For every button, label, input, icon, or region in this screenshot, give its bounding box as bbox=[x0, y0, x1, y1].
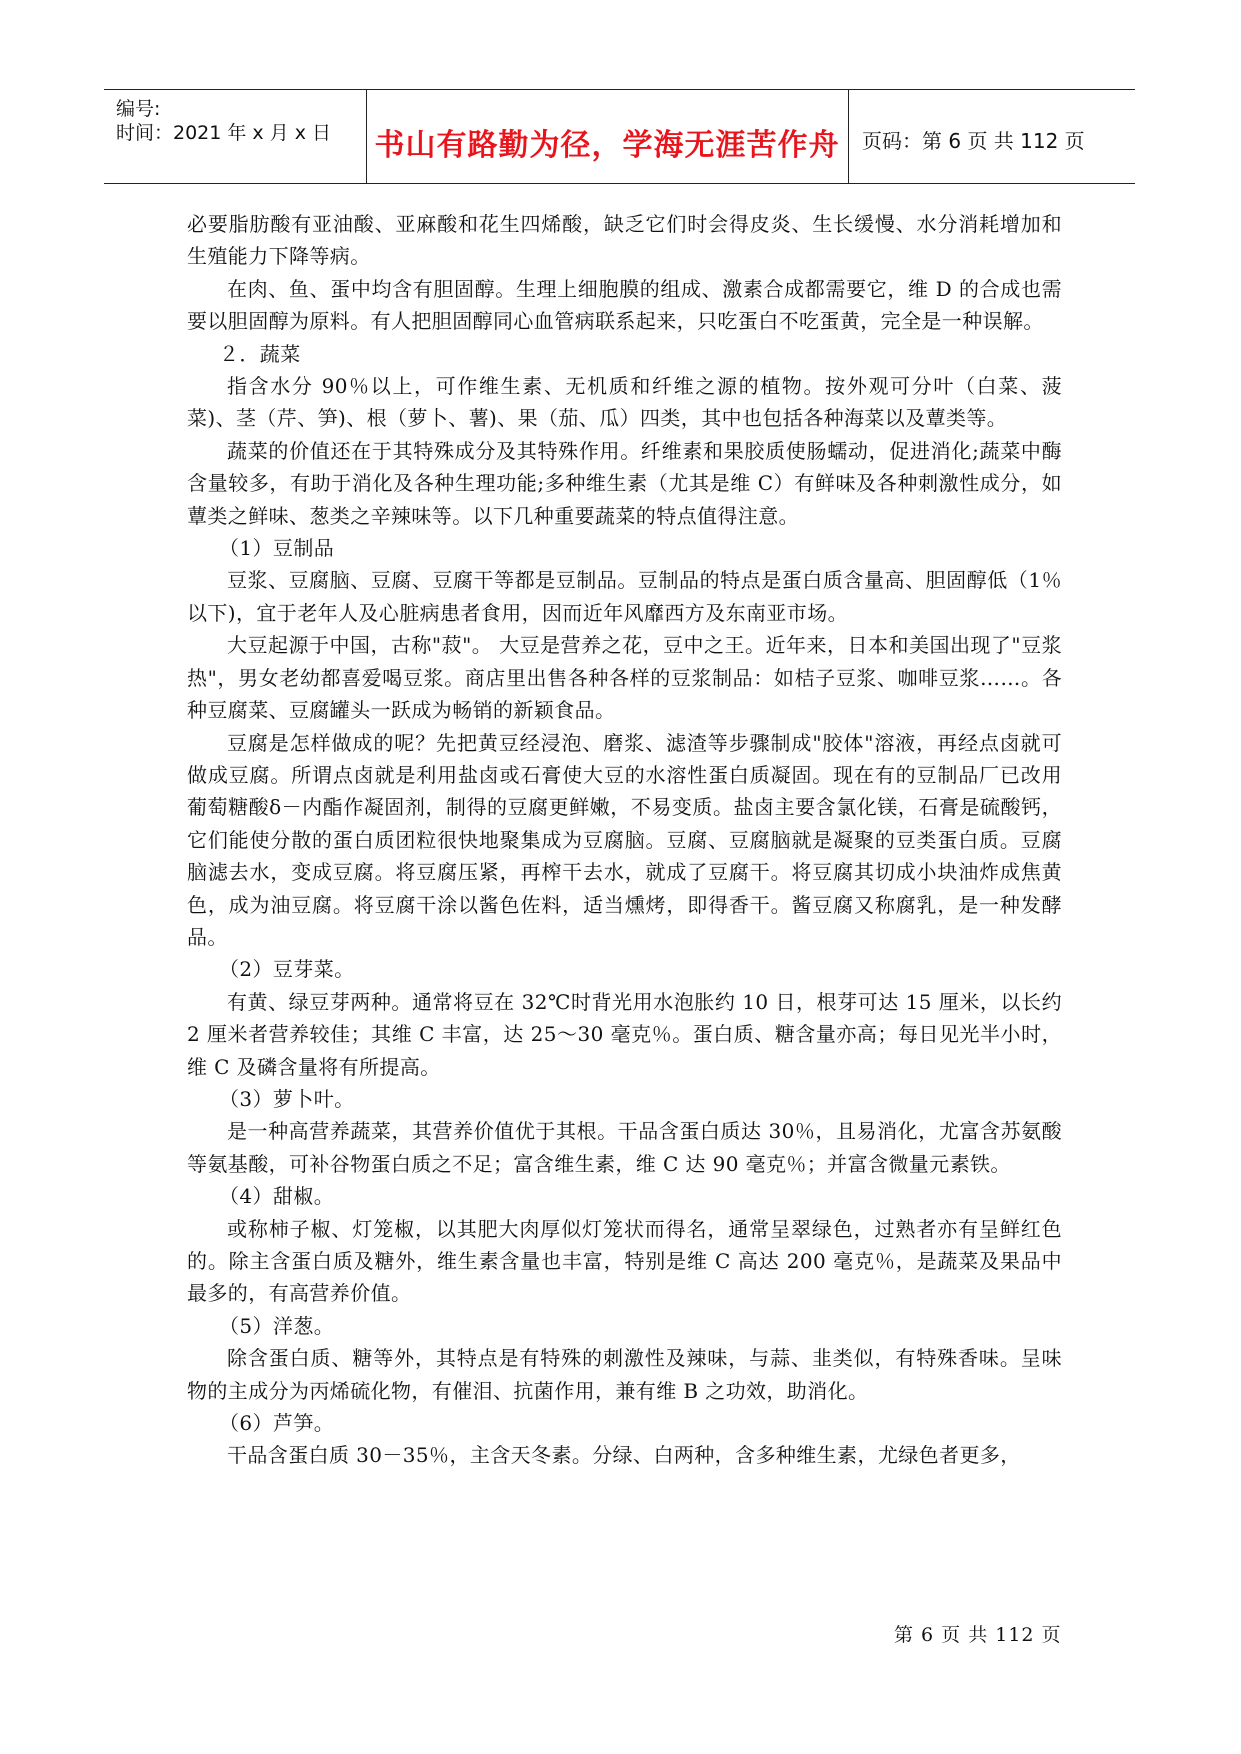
subheading-onion: （5）洋葱。 bbox=[219, 1313, 335, 1338]
header-info-cell bbox=[104, 90, 367, 183]
subheading-asparagus: （6）芦笋。 bbox=[219, 1411, 335, 1436]
paragraph-vegetable-definition: 指含水分 90％以上，可作维生素、无机质和纤维之源的植物。按外观可分叶（白菜、菠菜)、茎（芹、笋)、根（萝卜、薯)、果（茄、瓜）四类，其中也包括各种海菜以及蕈类等。 bbox=[187, 374, 1062, 431]
page-code-label: 页码：第 6 页 共 112 页 bbox=[862, 129, 1085, 153]
page-footer: 第 6 页 共 112 页 bbox=[894, 1624, 1062, 1646]
document-time-label: 时间：2021 年 x 月 x 日 bbox=[116, 122, 332, 144]
subheading-bean-sprouts: （2）豆芽菜。 bbox=[219, 957, 355, 982]
paragraph-asparagus: 干品含蛋白质 30－35％，主含天冬素。分绿、白两种，含多种维生素，尤绿色者更多， bbox=[227, 1443, 1021, 1468]
section-heading-vegetables: ２．蔬菜 bbox=[219, 341, 301, 366]
paragraph-soy-products: 豆浆、豆腐脑、豆腐、豆腐干等都是豆制品。豆制品的特点是蛋白质含量高、胆固醇低（1％以下)，宜于老年人及心脏病患者食用，因而近年风靡西方及东南亚市场。 bbox=[187, 568, 1062, 625]
paragraph-soybean-origin: 大豆起源于中国，古称"菽"。 大豆是营养之花，豆中之王。近年来，日本和美国出现了"豆浆热"，男女老幼都喜爱喝豆浆。商店里出售各种各样的豆浆制品：如桔子豆浆、咖啡豆浆……。各种豆腐菜、豆腐罐头一跃成为畅销的新颖食品。 bbox=[187, 633, 1062, 723]
paragraph-sweet-pepper: 或称柿子椒、灯笼椒，以其肥大肉厚似灯笼状而得名，通常呈翠绿色，过熟者亦有呈鲜红色的。除主含蛋白质及糖外，维生素含量也丰富，特别是维 C 高达 200 毫克％，是蔬菜及果品中最多的，有高营养价值。 bbox=[187, 1216, 1062, 1306]
paragraph-fatty-acids: 必要脂肪酸有亚油酸、亚麻酸和花生四烯酸，缺乏它们时会得皮炎、生长缓慢、水分消耗增加和生殖能力下降等病。 bbox=[187, 212, 1062, 269]
header-motto-cell bbox=[366, 90, 849, 183]
subheading-soy-products: （1）豆制品 bbox=[219, 536, 335, 561]
paragraph-cholesterol: 在肉、鱼、蛋中均含有胆固醇。生理上细胞膜的组成、激素合成都需要它，维 D 的合成也需要以胆固醇为原料。有人把胆固醇同心血管病联系起来，只吃蛋白不吃蛋黄，完全是一种误解。 bbox=[187, 276, 1062, 334]
subheading-sweet-pepper: （4）甜椒。 bbox=[219, 1184, 335, 1209]
page-header bbox=[104, 89, 1135, 184]
header-page-cell bbox=[848, 90, 1135, 183]
paragraph-onion: 除含蛋白质、糖等外，其特点是有特殊的刺激性及辣味，与蒜、韭类似，有特殊香味。呈味物的主成分为丙烯硫化物，有催泪、抗菌作用，兼有维 B 之功效，助消化。 bbox=[187, 1346, 1062, 1403]
paragraph-vegetable-value: 蔬菜的价值还在于其特殊成分及其特殊作用。纤维素和果胶质使肠蠕动，促进消化;蔬菜中酶含量较多，有助于消化及各种生理功能;多种维生素（尤其是维 C）有鲜味及各种刺激性成分，如蕈类之鲜味、葱类之辛辣味等。以下几种重要蔬菜的特点值得注意。 bbox=[187, 438, 1062, 528]
paragraph-tofu-making: 豆腐是怎样做成的呢？先把黄豆经浸泡、磨浆、滤渣等步骤制成"胶体"溶液，再经点卤就可做成豆腐。所谓点卤就是利用盐卤或石膏使大豆的水溶性蛋白质凝固。现在有的豆制品厂已改用葡萄糖酸δ－内酯作凝固剂，制得的豆腐更鲜嫩，不易变质。盐卤主要含氯化镁，石膏是硫酸钙，它们能使分散的蛋白质团粒很快地聚集成为豆腐脑。豆腐、豆腐脑就是凝聚的豆类蛋白质。豆腐脑滤去水，变成豆腐。将豆腐压紧，再榨干去水，就成了豆腐干。将豆腐其切成小块油炸成焦黄色，成为油豆腐。将豆腐干涂以酱色佐料，适当燻烤，即得香干。酱豆腐又称腐乳，是一种发酵品。 bbox=[187, 730, 1062, 949]
subheading-radish-leaves: （3）萝卜叶。 bbox=[219, 1086, 355, 1111]
paragraph-bean-sprouts: 有黄、绿豆芽两种。通常将豆在 32℃时背光用水泡胀约 10 日，根芽可达 15 厘米，以长约 2 厘米者营养较佳；其维 C 丰富，达 25～30 毫克％。蛋白质、糖含量亦高；每日见光半小时，维 C 及磷含量将有所提高。 bbox=[187, 989, 1062, 1079]
motto-text: 书山有路勤为径，学海无涯苦作舟 bbox=[374, 128, 840, 163]
document-number-label: 编号: bbox=[116, 98, 161, 120]
document-body bbox=[187, 208, 1062, 1472]
paragraph-radish-leaves: 是一种高营养蔬菜，其营养价值优于其根。干品含蛋白质达 30％，且易消化，尤富含苏氨酸等氨基酸，可补谷物蛋白质之不足；富含维生素，维 C 达 90 毫克％；并富含微量元素铁。 bbox=[187, 1119, 1062, 1176]
